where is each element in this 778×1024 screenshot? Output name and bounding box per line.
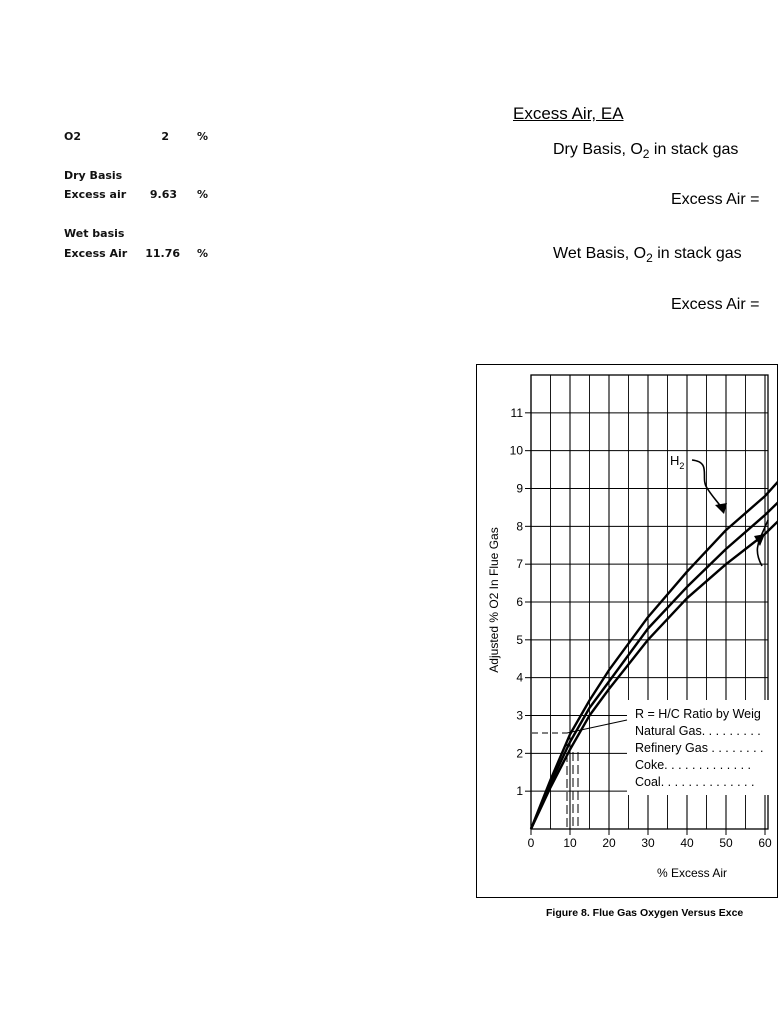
o2-unit: % [197,130,209,143]
y-tick-label: 10 [509,443,523,458]
y-tick-label: 8 [516,519,523,534]
y-tick-label: 9 [516,481,523,496]
h2-label: $H_2$ [670,453,685,471]
y-tick-label: 6 [516,595,523,609]
reading-guide [532,720,627,830]
wet-excess-air-label: Excess Air [64,247,128,260]
dry-basis-line: Dry Basis, $O_2$ in stack gas [553,141,739,162]
o2-label: O2 [64,130,82,143]
dry-excess-air-equation: Excess Air = [671,191,760,208]
wet-basis-line: Wet Basis, $O_2$ in stack gas [553,245,742,266]
legend-title: R = H/C Ratio by Weig [635,707,761,721]
excess-air-heading: Excess Air, EA [513,104,624,123]
dry-excess-air-value: 9.63 [149,188,177,201]
x-tick-label: 10 [563,836,577,850]
x-tick-label: 30 [641,836,655,850]
x-axis-label: % Excess Air [656,866,728,880]
legend-item-natural-gas: Natural Gas. . . . . . . . . [635,724,761,738]
h2-arrow-head [715,503,727,514]
y-tick-label: 11 [510,405,523,420]
x-tick-label: 0 [527,836,535,850]
dry-basis-heading: Dry Basis [64,169,123,182]
legend-item-refinery-gas: Refinery Gas . . . . . . . . [635,741,764,755]
y-tick-label: 4 [516,670,523,685]
x-tick-label: 40 [680,836,694,850]
figure-caption: Figure 8. Flue Gas Oxygen Versus Exce [546,907,744,919]
y-tick-label: 2 [516,746,523,761]
h2-pointer [692,460,722,508]
o2-value: 2 [161,130,169,143]
y-axis-label: Adjusted % O2 In Flue Gas [487,527,501,673]
wet-excess-air-unit: % [197,247,209,260]
x-tick-label: 20 [602,836,616,850]
y-tick-label: 7 [516,557,523,572]
x-tick-label: 50 [719,836,733,850]
h2-curve-annotation [670,453,768,566]
wet-basis-heading: Wet basis [64,227,125,240]
dry-excess-air-unit: % [197,188,209,201]
y-tick-label: 1 [516,784,523,799]
y-tick-label: 5 [516,632,523,647]
x-tick-label: 60 [758,836,772,850]
legend-item-coke: Coke. . . . . . . . . . . . . [635,758,752,772]
y-tick-label: 3 [516,708,523,723]
dry-excess-air-label: Excess air [64,188,127,201]
chart-legend [627,700,777,795]
legend-item-coal: Coal. . . . . . . . . . . . . . [635,775,755,789]
wet-excess-air-value: 11.76 [145,247,180,260]
wet-excess-air-equation: Excess Air = [671,296,760,313]
